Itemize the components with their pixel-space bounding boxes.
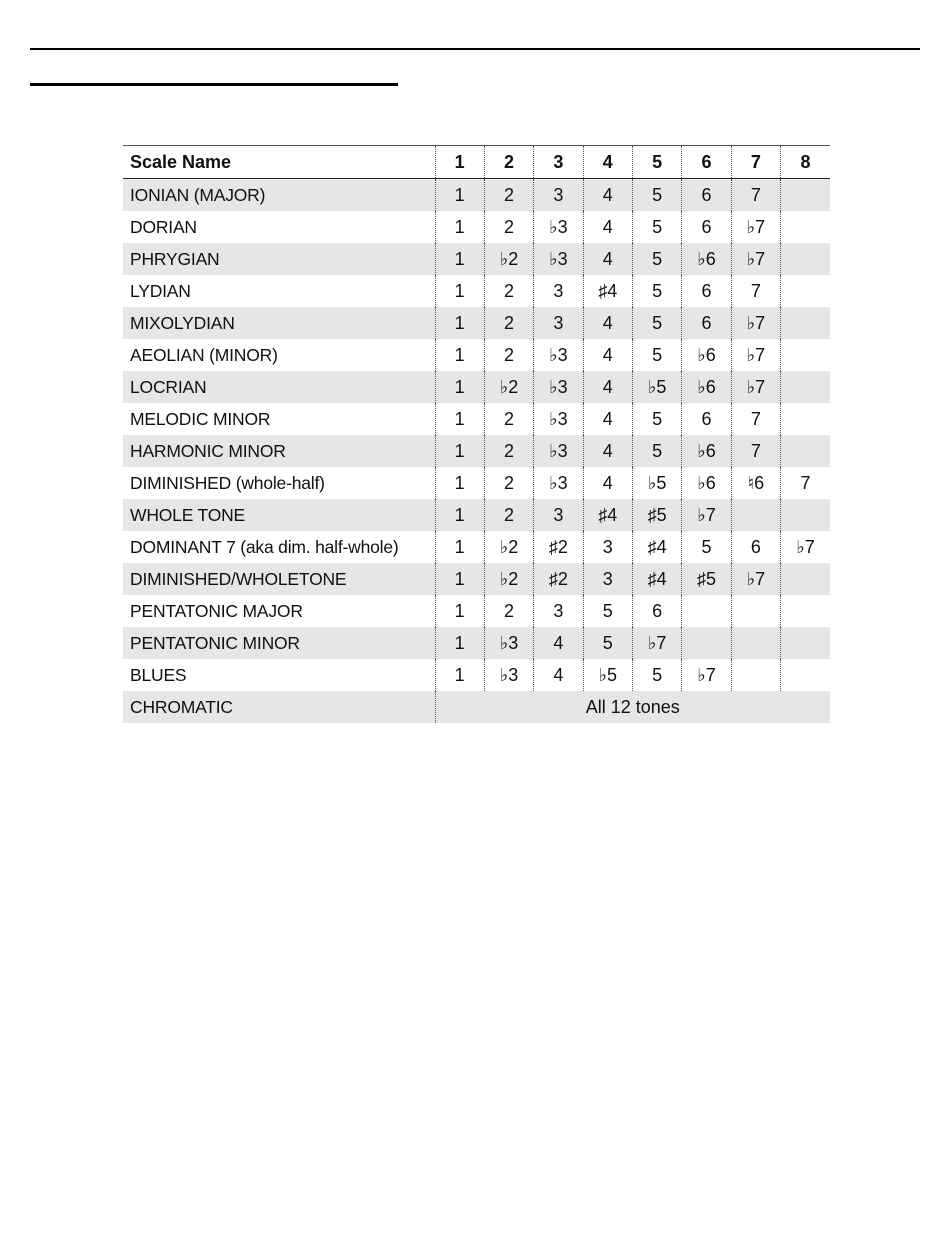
degree-cell-1: 1 (435, 307, 484, 339)
degree-cell-6: 6 (682, 403, 731, 435)
table-header-row (123, 146, 830, 179)
chromatic-tones-cell: All 12 tones (435, 691, 830, 723)
degree-cell-5: ♭7 (633, 627, 682, 659)
header-degree-3: 3 (534, 146, 583, 179)
scale-name-cell: BLUES (123, 659, 435, 691)
degree-cell-8 (781, 499, 830, 531)
degree-cell-1: 1 (435, 499, 484, 531)
scale-name-cell: MIXOLYDIAN (123, 307, 435, 339)
degree-cell-2: 2 (484, 595, 533, 627)
degree-cell-4: 4 (583, 211, 632, 243)
degree-cell-6: ♭6 (682, 339, 731, 371)
degree-cell-1: 1 (435, 339, 484, 371)
degree-cell-1: 1 (435, 179, 484, 212)
degree-cell-3: 3 (534, 307, 583, 339)
table-row (123, 307, 830, 339)
table-row (123, 179, 830, 212)
degree-cell-7: 7 (731, 275, 780, 307)
scale-name-cell: WHOLE TONE (123, 499, 435, 531)
degree-cell-8 (781, 339, 830, 371)
header-degree-7: 7 (731, 146, 780, 179)
scale-name-cell: PENTATONIC MAJOR (123, 595, 435, 627)
table-row (123, 371, 830, 403)
degree-cell-8 (781, 435, 830, 467)
degree-cell-5: ♯4 (633, 531, 682, 563)
degree-cell-7: 7 (731, 435, 780, 467)
header-degree-6: 6 (682, 146, 731, 179)
degree-cell-7: 6 (731, 531, 780, 563)
degree-cell-1: 1 (435, 595, 484, 627)
degree-cell-4: 4 (583, 307, 632, 339)
table-row (123, 659, 830, 691)
degree-cell-1: 1 (435, 211, 484, 243)
degree-cell-5: ♭5 (633, 371, 682, 403)
degree-cell-8 (781, 659, 830, 691)
degree-cell-8 (781, 243, 830, 275)
degree-cell-3: ♯2 (534, 563, 583, 595)
degree-cell-6 (682, 595, 731, 627)
degree-cell-2: ♭3 (484, 659, 533, 691)
degree-cell-2: ♭2 (484, 531, 533, 563)
degree-cell-8 (781, 179, 830, 212)
degree-cell-7: 7 (731, 179, 780, 212)
degree-cell-3: ♭3 (534, 211, 583, 243)
degree-cell-4: 4 (583, 403, 632, 435)
degree-cell-5: 5 (633, 659, 682, 691)
degree-cell-2: 2 (484, 467, 533, 499)
top-divider (30, 48, 920, 50)
degree-cell-4: 4 (583, 179, 632, 212)
degree-cell-3: ♭3 (534, 467, 583, 499)
degree-cell-3: 4 (534, 627, 583, 659)
table-row (123, 435, 830, 467)
degree-cell-6: ♭6 (682, 467, 731, 499)
degree-cell-7: ♮6 (731, 467, 780, 499)
degree-cell-6: ♭6 (682, 435, 731, 467)
degree-cell-5: 5 (633, 243, 682, 275)
degree-cell-7: ♭7 (731, 211, 780, 243)
degree-cell-6: 6 (682, 179, 731, 212)
degree-cell-1: 1 (435, 243, 484, 275)
degree-cell-1: 1 (435, 627, 484, 659)
degree-cell-8 (781, 563, 830, 595)
degree-cell-7 (731, 659, 780, 691)
degree-cell-3: ♭3 (534, 403, 583, 435)
scale-name-cell: DOMINANT 7 (aka dim. half-whole) (123, 531, 435, 563)
degree-cell-3: 3 (534, 179, 583, 212)
degree-cell-1: 1 (435, 275, 484, 307)
degree-cell-6: ♭6 (682, 371, 731, 403)
degree-cell-2: 2 (484, 307, 533, 339)
table-row (123, 467, 830, 499)
degree-cell-4: 5 (583, 627, 632, 659)
header-degree-2: 2 (484, 146, 533, 179)
degree-cell-6: ♭7 (682, 659, 731, 691)
scale-name-cell: CHROMATIC (123, 691, 435, 723)
scale-name-cell: LYDIAN (123, 275, 435, 307)
degree-cell-2: ♭3 (484, 627, 533, 659)
degree-cell-2: ♭2 (484, 243, 533, 275)
degree-cell-3: ♭3 (534, 371, 583, 403)
table-body (123, 179, 830, 724)
degree-cell-2: 2 (484, 435, 533, 467)
degree-cell-4: 5 (583, 595, 632, 627)
degree-cell-7: ♭7 (731, 243, 780, 275)
degree-cell-8 (781, 403, 830, 435)
header-degree-4: 4 (583, 146, 632, 179)
degree-cell-2: 2 (484, 339, 533, 371)
degree-cell-8 (781, 307, 830, 339)
degree-cell-7: ♭7 (731, 307, 780, 339)
degree-cell-1: 1 (435, 403, 484, 435)
scale-name-cell: PHRYGIAN (123, 243, 435, 275)
scale-name-cell: LOCRIAN (123, 371, 435, 403)
scale-name-cell: DIMINISHED (whole-half) (123, 467, 435, 499)
degree-cell-2: 2 (484, 211, 533, 243)
table-row (123, 499, 830, 531)
degree-cell-5: 5 (633, 275, 682, 307)
degree-cell-2: 2 (484, 403, 533, 435)
header-degree-8: 8 (781, 146, 830, 179)
degree-cell-5: 5 (633, 179, 682, 212)
degree-cell-7: ♭7 (731, 339, 780, 371)
degree-cell-3: ♭3 (534, 243, 583, 275)
degree-cell-7: ♭7 (731, 371, 780, 403)
degree-cell-3: 3 (534, 595, 583, 627)
degree-cell-3: 3 (534, 499, 583, 531)
degree-cell-1: 1 (435, 371, 484, 403)
table-row (123, 275, 830, 307)
scale-name-cell: DIMINISHED/WHOLETONE (123, 563, 435, 595)
degree-cell-6: ♯5 (682, 563, 731, 595)
degree-cell-7 (731, 627, 780, 659)
table-row (123, 627, 830, 659)
degree-cell-6: ♭6 (682, 243, 731, 275)
scale-name-cell: DORIAN (123, 211, 435, 243)
degree-cell-7 (731, 595, 780, 627)
table-row (123, 563, 830, 595)
degree-cell-4: ♯4 (583, 499, 632, 531)
degree-cell-6: 6 (682, 307, 731, 339)
degree-cell-1: 1 (435, 659, 484, 691)
degree-cell-3: ♭3 (534, 339, 583, 371)
degree-cell-4: 4 (583, 467, 632, 499)
degree-cell-1: 1 (435, 563, 484, 595)
scale-name-cell: HARMONIC MINOR (123, 435, 435, 467)
table-row (123, 595, 830, 627)
degree-cell-5: 5 (633, 339, 682, 371)
degree-cell-5: 5 (633, 435, 682, 467)
header-degree-5: 5 (633, 146, 682, 179)
scale-name-cell: PENTATONIC MINOR (123, 627, 435, 659)
table-row (123, 531, 830, 563)
degree-cell-5: ♭5 (633, 467, 682, 499)
degree-cell-6: 5 (682, 531, 731, 563)
degree-cell-2: ♭2 (484, 563, 533, 595)
header-scale-name: Scale Name (123, 146, 435, 179)
degree-cell-5: ♯5 (633, 499, 682, 531)
header-degree-1: 1 (435, 146, 484, 179)
degree-cell-2: 2 (484, 499, 533, 531)
degree-cell-8: ♭7 (781, 531, 830, 563)
degree-cell-3: ♯2 (534, 531, 583, 563)
degree-cell-4: ♯4 (583, 275, 632, 307)
degree-cell-6 (682, 627, 731, 659)
degree-cell-5: ♯4 (633, 563, 682, 595)
table-row-chromatic (123, 691, 830, 723)
table-row (123, 243, 830, 275)
degree-cell-4: 3 (583, 531, 632, 563)
degree-cell-1: 1 (435, 435, 484, 467)
degree-cell-8 (781, 595, 830, 627)
degree-cell-1: 1 (435, 531, 484, 563)
degree-cell-3: 3 (534, 275, 583, 307)
degree-cell-4: ♭5 (583, 659, 632, 691)
scale-name-cell: IONIAN (MAJOR) (123, 179, 435, 212)
degree-cell-4: 3 (583, 563, 632, 595)
degree-cell-7: ♭7 (731, 563, 780, 595)
degree-cell-5: 5 (633, 211, 682, 243)
degree-cell-2: ♭2 (484, 371, 533, 403)
degree-cell-5: 5 (633, 403, 682, 435)
degree-cell-8 (781, 627, 830, 659)
scale-name-cell: MELODIC MINOR (123, 403, 435, 435)
degree-cell-2: 2 (484, 179, 533, 212)
heading-underline (30, 83, 398, 86)
degree-cell-8 (781, 371, 830, 403)
degree-cell-6: ♭7 (682, 499, 731, 531)
degree-cell-8 (781, 211, 830, 243)
degree-cell-4: 4 (583, 339, 632, 371)
table-row (123, 211, 830, 243)
scale-name-cell: AEOLIAN (MINOR) (123, 339, 435, 371)
degree-cell-3: 4 (534, 659, 583, 691)
degree-cell-6: 6 (682, 275, 731, 307)
degree-cell-8 (781, 275, 830, 307)
table-row (123, 339, 830, 371)
scales-table (123, 145, 830, 723)
degree-cell-1: 1 (435, 467, 484, 499)
degree-cell-2: 2 (484, 275, 533, 307)
degree-cell-4: 4 (583, 371, 632, 403)
degree-cell-7 (731, 499, 780, 531)
table-row (123, 403, 830, 435)
degree-cell-3: ♭3 (534, 435, 583, 467)
degree-cell-5: 5 (633, 307, 682, 339)
degree-cell-4: 4 (583, 243, 632, 275)
degree-cell-5: 6 (633, 595, 682, 627)
degree-cell-6: 6 (682, 211, 731, 243)
degree-cell-7: 7 (731, 403, 780, 435)
degree-cell-4: 4 (583, 435, 632, 467)
degree-cell-8: 7 (781, 467, 830, 499)
